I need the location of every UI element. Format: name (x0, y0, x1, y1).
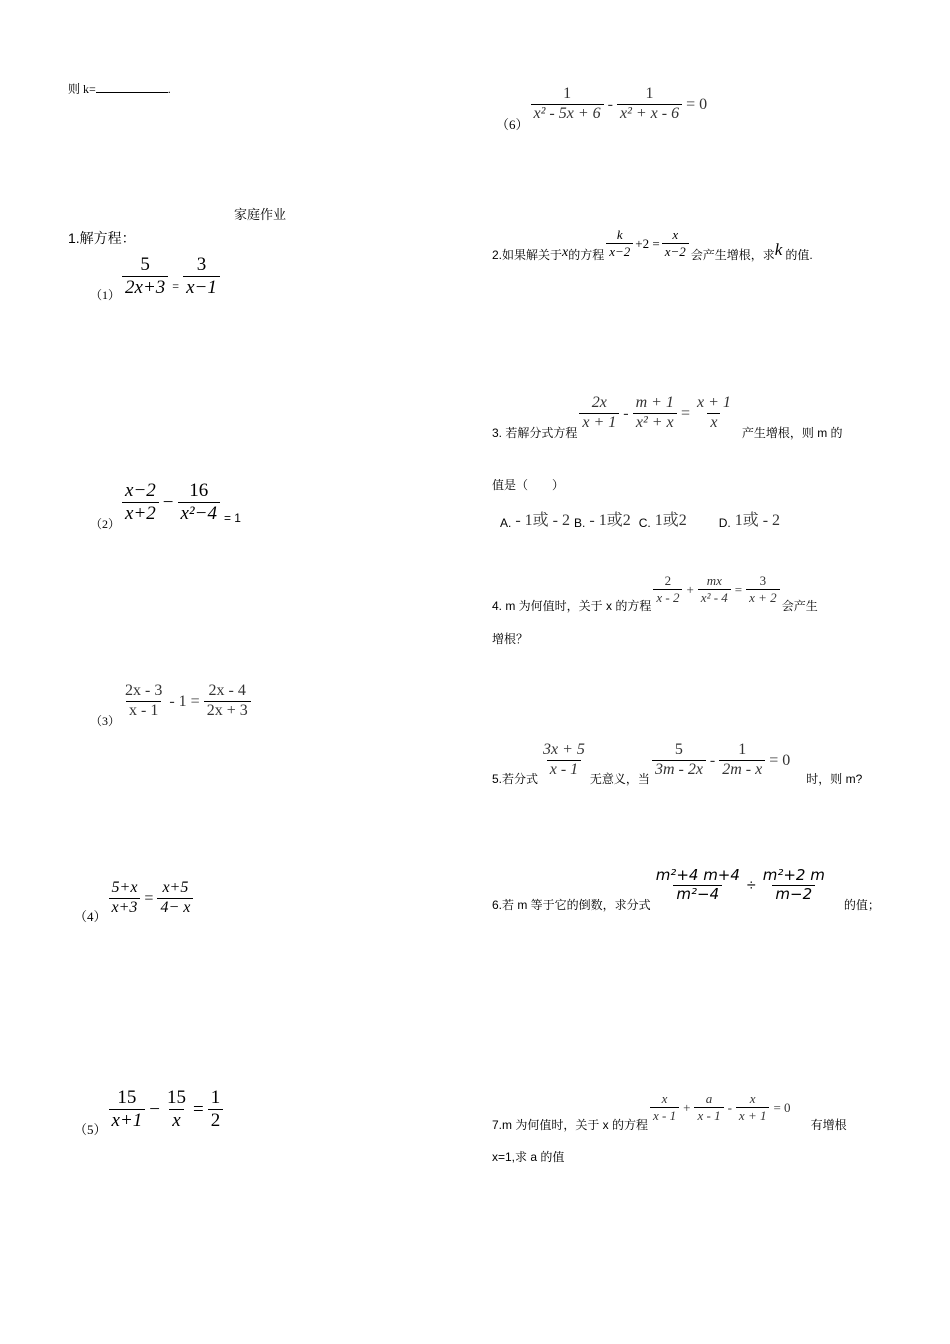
fraction (122, 683, 165, 720)
fraction (653, 574, 682, 604)
option-d[interactable] (719, 506, 780, 530)
question-6 (492, 858, 880, 913)
denominator: 2m - x (719, 760, 765, 779)
question-2-pre: 2.如果解关于 (492, 248, 563, 262)
question-1-title: 1.解方程： (68, 230, 136, 246)
fraction (652, 742, 706, 779)
option-letter: B. (574, 516, 586, 530)
numerator: 2x - 3 (125, 682, 163, 700)
fraction (617, 86, 682, 123)
divide-sign: ÷ (746, 876, 756, 894)
question-7-post: 有增根 (810, 1118, 847, 1132)
denominator: x² - 4 (698, 589, 731, 605)
denominator: 2x + 3 (204, 701, 251, 720)
fraction (164, 1088, 189, 1131)
fraction (183, 255, 220, 298)
denominator: x+2 (122, 502, 159, 524)
numerator: 5 (140, 254, 150, 276)
numerator: 1 (645, 85, 654, 103)
numerator: 15 (167, 1087, 186, 1109)
fraction (579, 395, 619, 432)
numerator: 15 (117, 1087, 137, 1109)
fraction (122, 255, 168, 298)
equals-sign: = (734, 581, 743, 597)
numerator: 2x (591, 394, 607, 412)
numerator: x−2 (125, 480, 156, 502)
question-2-end: 的值. (785, 248, 813, 262)
question-4-line2: 增根？ (492, 632, 529, 646)
question-7-pre: 7.m 为何值时，关于 x 的方程 (492, 1118, 649, 1132)
fraction (531, 86, 604, 123)
numerator: x (749, 1091, 756, 1107)
denominator: 4− x (157, 898, 193, 917)
denominator: m²−4 (673, 885, 722, 903)
fraction (633, 395, 677, 432)
equals-sign: = (172, 279, 180, 293)
fraction (662, 228, 689, 258)
question-5 (492, 734, 862, 787)
equation-6-label: （6） (496, 117, 529, 132)
option-text: 1或2 (654, 511, 687, 529)
question-6-post: 的值； (843, 898, 880, 912)
fraction (650, 1092, 679, 1122)
numerator: 3 (759, 573, 767, 589)
question-2-mid: 的方程 (568, 248, 605, 262)
denominator: x + 1 (579, 413, 619, 432)
fraction (760, 868, 828, 903)
question-3 (492, 386, 843, 441)
question-2-post: 会产生增根，求 (690, 248, 775, 262)
denominator: x - 1 (547, 760, 581, 779)
equals-sign: = (144, 889, 154, 907)
denominator: x - 1 (650, 1107, 679, 1123)
fraction (178, 481, 220, 524)
equation-4 (74, 872, 195, 926)
fraction (698, 574, 731, 604)
minus-sign: − (149, 1098, 160, 1120)
fraction (109, 1088, 146, 1131)
denominator: x² - 5x + 6 (531, 104, 604, 123)
question-5-mid: 无意义，当 (589, 772, 650, 786)
option-text: - 1或 - 2 (515, 511, 571, 529)
option-letter: A. (500, 516, 512, 530)
equation-5 (74, 1081, 225, 1139)
equation-2 (90, 473, 241, 533)
option-a[interactable] (500, 506, 570, 530)
fraction (157, 880, 193, 917)
option-text: 1或 - 2 (734, 511, 781, 529)
minus-one-equals: - 1 = (169, 692, 200, 710)
homework-title: 家庭作业 (234, 207, 287, 222)
option-letter: C. (638, 516, 651, 530)
denominator: x (169, 1109, 183, 1131)
k-prompt: 则 k= (68, 82, 96, 96)
denominator: 3m - 2x (652, 760, 706, 779)
option-c[interactable] (639, 506, 687, 530)
option-letter: D. (718, 516, 731, 530)
denominator: x² + x - 6 (617, 104, 682, 123)
numerator: m²+4 m+4 (655, 866, 740, 885)
fraction (204, 683, 251, 720)
question-3-line2: 值是（ ） (492, 478, 565, 492)
plus-sign: + (686, 581, 694, 597)
variable-k: k (774, 239, 783, 259)
question-4-pre: 4. m 为何值时，关于 x 的方程 (492, 599, 652, 613)
fraction (540, 742, 588, 779)
fraction (653, 868, 743, 903)
numerator: 2x - 4 (208, 682, 246, 700)
equation-3-label: （3） (90, 714, 121, 728)
fraction (122, 481, 159, 524)
numerator: k (616, 227, 623, 243)
numerator: x (661, 1091, 668, 1107)
question-4-post: 会产生 (781, 599, 818, 613)
denominator: x−1 (183, 276, 220, 298)
denominator: x - 1 (126, 701, 161, 720)
numerator: m²+2 m (762, 866, 825, 885)
equation-3 (90, 674, 253, 730)
equals-sign: = (193, 1098, 204, 1120)
question-7-line2: x=1,求 a 的值 (492, 1150, 565, 1164)
equation-2-label: （2） (90, 517, 121, 531)
k-end: . (167, 82, 171, 96)
fraction (208, 1088, 224, 1131)
fraction (606, 228, 633, 258)
rhs: = 1 (223, 510, 241, 525)
equation-4-label: （4） (74, 909, 107, 924)
denominator: 2x+3 (122, 276, 168, 298)
question-3-post: 产生增根，则 m 的 (741, 426, 843, 440)
equals-sign: = (680, 404, 690, 422)
numerator: m + 1 (635, 394, 674, 412)
numerator: 5+x (111, 879, 138, 897)
numerator: 2 (664, 573, 672, 589)
denominator: x+1 (109, 1109, 146, 1131)
minus-sign: - (709, 751, 716, 769)
fraction (736, 1092, 770, 1122)
fraction (694, 395, 734, 432)
fraction (719, 742, 765, 779)
question-3-pre: 3. 若解分式方程 (492, 426, 578, 440)
numerator: 5 (674, 741, 683, 759)
minus-sign: - (623, 404, 629, 422)
question-4 (492, 565, 818, 614)
minus-sign: - (727, 1099, 732, 1115)
question-5-post: 时，则 m? (806, 772, 863, 786)
numerator: x (672, 227, 679, 243)
numerator: 1 (210, 1087, 221, 1109)
fraction (746, 574, 780, 604)
numerator: x+5 (162, 879, 189, 897)
equation-1-label: （1） (90, 288, 121, 302)
equation-6 (496, 76, 709, 134)
denominator: x−2 (662, 243, 689, 259)
plus-two-equals: +2 = (635, 235, 660, 251)
equation-5-label: （5） (74, 1122, 107, 1137)
option-b[interactable] (574, 506, 631, 530)
question-3-options (500, 506, 780, 532)
question-7 (492, 1082, 847, 1133)
fraction (109, 880, 141, 917)
rhs: = 0 (686, 95, 708, 113)
denominator: x (707, 413, 720, 432)
denominator: x - 1 (694, 1107, 723, 1123)
minus-sign: − (162, 491, 174, 513)
denominator: x - 2 (653, 589, 682, 605)
numerator: 16 (189, 480, 209, 502)
option-text: - 1或2 (589, 511, 631, 529)
denominator: 2 (208, 1109, 224, 1131)
denominator: x+3 (109, 898, 141, 917)
numerator: x + 1 (696, 394, 731, 412)
numerator: 1 (563, 85, 572, 103)
equation-1 (90, 250, 222, 304)
plus-sign: + (683, 1099, 691, 1115)
denominator: x + 2 (746, 589, 780, 605)
numerator: 3 (196, 254, 207, 276)
denominator: x−2 (606, 243, 633, 259)
rhs: = 0 (773, 1099, 791, 1115)
k-blank[interactable] (96, 80, 168, 93)
rhs: = 0 (769, 751, 791, 769)
denominator: x²−4 (178, 502, 220, 524)
k-answer-line (68, 80, 171, 97)
variable-x: x (562, 244, 569, 260)
numerator: 3x + 5 (543, 741, 585, 759)
numerator: mx (706, 573, 722, 589)
denominator: x + 1 (736, 1107, 770, 1123)
question-5-pre: 5.若分式 (492, 772, 539, 786)
numerator: 1 (738, 741, 747, 759)
fraction (694, 1092, 723, 1122)
question-2 (492, 224, 813, 263)
minus-sign: - (607, 95, 613, 113)
denominator: m−2 (772, 885, 815, 903)
question-6-pre: 6.若 m 等于它的倒数，求分式 (492, 898, 651, 912)
numerator: a (705, 1091, 713, 1107)
denominator: x² + x (633, 413, 677, 432)
